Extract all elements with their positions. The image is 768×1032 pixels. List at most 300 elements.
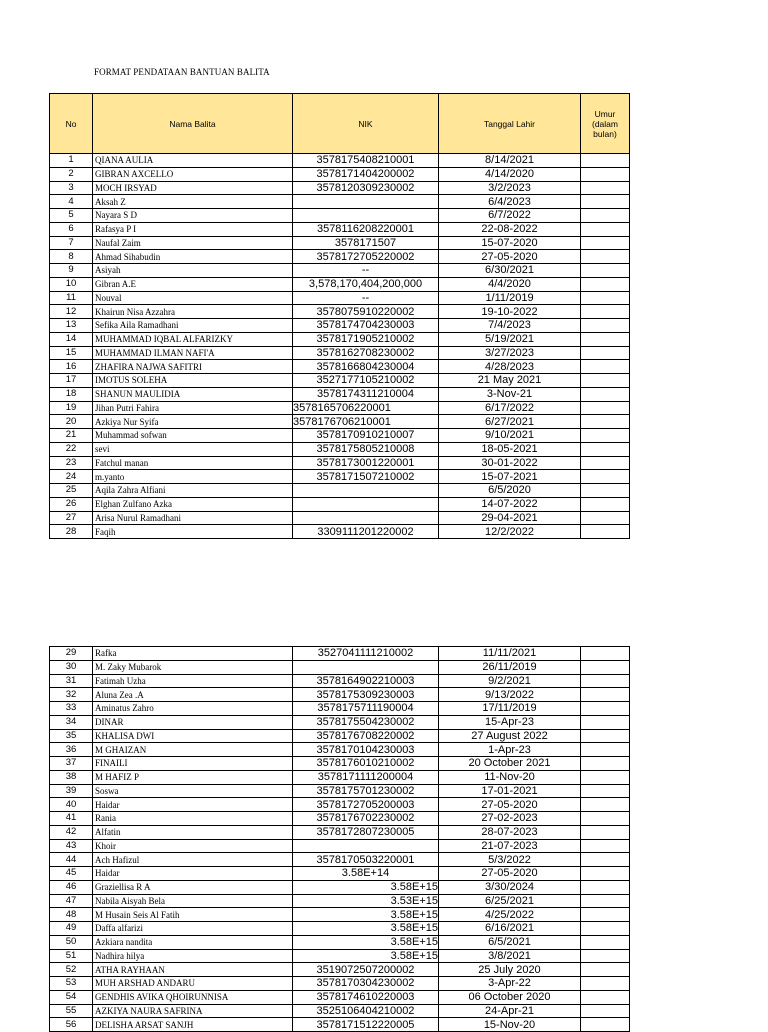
row-nik-cell[interactable]: 3578171905210002 xyxy=(293,332,439,346)
row-nik-cell[interactable]: 3578174610220003 xyxy=(293,990,439,1004)
row-umur-cell[interactable] xyxy=(581,222,630,236)
row-tanggal-lahir-cell[interactable]: 6/30/2021 xyxy=(439,264,581,278)
header-tanggal-lahir[interactable]: Tanggal Lahir xyxy=(439,94,581,154)
table-row xyxy=(50,374,630,388)
row-umur-cell[interactable] xyxy=(581,867,630,881)
row-no-cell[interactable]: 16 xyxy=(50,360,93,374)
row-no-cell[interactable]: 22 xyxy=(50,442,93,456)
row-no-cell[interactable]: 1 xyxy=(50,154,93,168)
row-tanggal-lahir-cell[interactable]: 20 October 2021 xyxy=(439,757,581,771)
row-nama-cell[interactable]: M HAFIZ P xyxy=(93,770,293,784)
row-umur-cell[interactable] xyxy=(581,277,630,291)
row-nama-cell[interactable]: Jihan Putri Fahira xyxy=(93,401,293,415)
row-tanggal-lahir-cell[interactable]: 3/27/2023 xyxy=(439,346,581,360)
row-no-cell[interactable]: 54 xyxy=(50,990,93,1004)
row-umur-cell[interactable] xyxy=(581,360,630,374)
row-nik-cell[interactable]: 3578175701230002 xyxy=(293,784,439,798)
row-nama-cell[interactable]: ATHA RAYHAAN xyxy=(93,963,293,977)
row-no-cell[interactable]: 13 xyxy=(50,319,93,333)
row-umur-cell[interactable] xyxy=(581,415,630,429)
row-no-cell[interactable]: 23 xyxy=(50,456,93,470)
row-umur-cell[interactable] xyxy=(581,963,630,977)
row-tanggal-lahir-cell[interactable]: 27-05-2020 xyxy=(439,250,581,264)
row-umur-cell[interactable] xyxy=(581,825,630,839)
row-nik-cell[interactable]: -- xyxy=(293,291,439,305)
row-no-cell[interactable]: 33 xyxy=(50,702,93,716)
row-no-cell[interactable]: 48 xyxy=(50,908,93,922)
row-nik-cell[interactable] xyxy=(293,511,439,525)
row-nik-cell[interactable]: 3.53E+15 xyxy=(293,894,439,908)
row-umur-cell[interactable] xyxy=(581,784,630,798)
row-nama-cell[interactable]: DINAR xyxy=(93,715,293,729)
row-no-cell[interactable]: 47 xyxy=(50,894,93,908)
row-nama-cell[interactable]: Aminatus Zahro xyxy=(93,702,293,716)
row-nama-cell[interactable]: Haidar xyxy=(93,867,293,881)
row-umur-cell[interactable] xyxy=(581,511,630,525)
row-no-cell[interactable]: 56 xyxy=(50,1018,93,1032)
row-nik-cell[interactable]: 3578175504230002 xyxy=(293,715,439,729)
row-tanggal-lahir-cell[interactable]: 8/14/2021 xyxy=(439,154,581,168)
row-nik-cell[interactable]: 3527041111210002 xyxy=(293,647,439,661)
row-nama-cell[interactable]: GIBRAN AXCELLO xyxy=(93,167,293,181)
row-nik-cell[interactable]: 3.58E+15 xyxy=(293,908,439,922)
row-nik-cell[interactable]: 3525106404210002 xyxy=(293,1004,439,1018)
row-umur-cell[interactable] xyxy=(581,167,630,181)
row-tanggal-lahir-cell[interactable]: 15-07-2020 xyxy=(439,236,581,250)
row-tanggal-lahir-cell[interactable]: 5/3/2022 xyxy=(439,853,581,867)
row-nama-cell[interactable]: ZHAFIRA NAJWA SAFITRI xyxy=(93,360,293,374)
row-nik-cell[interactable]: 3578170104230003 xyxy=(293,743,439,757)
row-nik-cell[interactable]: 3578116208220001 xyxy=(293,222,439,236)
row-nama-cell[interactable]: IMOTUS SOLEHA xyxy=(93,374,293,388)
row-nik-cell[interactable] xyxy=(293,209,439,223)
row-no-cell[interactable]: 50 xyxy=(50,935,93,949)
row-nik-cell[interactable]: 3.58E+15 xyxy=(293,922,439,936)
row-tanggal-lahir-cell[interactable]: 29-04-2021 xyxy=(439,511,581,525)
row-umur-cell[interactable] xyxy=(581,674,630,688)
row-tanggal-lahir-cell[interactable]: 9/10/2021 xyxy=(439,429,581,443)
row-nik-cell[interactable]: 3578171507 xyxy=(293,236,439,250)
row-no-cell[interactable]: 25 xyxy=(50,484,93,498)
row-tanggal-lahir-cell[interactable]: 17/11/2019 xyxy=(439,702,581,716)
table-row xyxy=(50,236,630,250)
table-row xyxy=(50,332,630,346)
row-tanggal-lahir-cell[interactable]: 12/2/2022 xyxy=(439,525,581,539)
row-umur-cell[interactable] xyxy=(581,497,630,511)
row-nama-cell[interactable]: Fatchul manan xyxy=(93,456,293,470)
table-row xyxy=(50,798,630,812)
row-nik-cell[interactable]: 3578171404200002 xyxy=(293,167,439,181)
row-no-cell[interactable]: 40 xyxy=(50,798,93,812)
row-nik-cell[interactable]: 3578175309230003 xyxy=(293,688,439,702)
row-nik-cell[interactable]: 3578170304230002 xyxy=(293,977,439,991)
row-umur-cell[interactable] xyxy=(581,812,630,826)
row-no-cell[interactable]: 29 xyxy=(50,647,93,661)
row-nik-cell[interactable]: 3578176010210002 xyxy=(293,757,439,771)
row-no-cell[interactable]: 2 xyxy=(50,167,93,181)
row-umur-cell[interactable] xyxy=(581,647,630,661)
row-nama-cell[interactable]: Rania xyxy=(93,812,293,826)
row-umur-cell[interactable] xyxy=(581,798,630,812)
row-nama-cell[interactable]: Haidar xyxy=(93,798,293,812)
row-nik-cell[interactable]: 3519072507200002 xyxy=(293,963,439,977)
row-umur-cell[interactable] xyxy=(581,429,630,443)
row-nik-cell[interactable]: 3527177105210002 xyxy=(293,374,439,388)
row-nik-cell[interactable]: 3.58E+15 xyxy=(293,935,439,949)
row-no-cell[interactable]: 44 xyxy=(50,853,93,867)
row-nama-cell[interactable]: Ahmad Sihabudin xyxy=(93,250,293,264)
table-row xyxy=(50,442,630,456)
row-nama-cell[interactable]: MOCH IRSYAD xyxy=(93,181,293,195)
row-umur-cell[interactable] xyxy=(581,470,630,484)
row-nama-cell[interactable]: Aluna Zea .A xyxy=(93,688,293,702)
row-no-cell[interactable]: 18 xyxy=(50,387,93,401)
row-tanggal-lahir-cell[interactable]: 4/4/2020 xyxy=(439,277,581,291)
row-nik-cell[interactable] xyxy=(293,497,439,511)
row-nama-cell[interactable]: Aqila Zahra Alfiani xyxy=(93,484,293,498)
row-nik-cell[interactable]: 3578165706220001 xyxy=(293,401,439,415)
row-nama-cell[interactable]: Nouval xyxy=(93,291,293,305)
row-umur-cell[interactable] xyxy=(581,305,630,319)
row-nik-cell[interactable]: 3578166804230004 xyxy=(293,360,439,374)
row-no-cell[interactable]: 26 xyxy=(50,497,93,511)
row-nik-cell[interactable] xyxy=(293,484,439,498)
row-no-cell[interactable]: 51 xyxy=(50,949,93,963)
row-umur-cell[interactable] xyxy=(581,1018,630,1032)
row-umur-cell[interactable] xyxy=(581,743,630,757)
row-umur-cell[interactable] xyxy=(581,757,630,771)
row-nik-cell[interactable]: 3578172705220002 xyxy=(293,250,439,264)
row-no-cell[interactable]: 6 xyxy=(50,222,93,236)
table-row xyxy=(50,250,630,264)
row-no-cell[interactable]: 55 xyxy=(50,1004,93,1018)
row-no-cell[interactable]: 15 xyxy=(50,346,93,360)
row-no-cell[interactable]: 10 xyxy=(50,277,93,291)
table-row xyxy=(50,825,630,839)
row-no-cell[interactable]: 9 xyxy=(50,264,93,278)
row-nama-cell[interactable]: Naufal Zaim xyxy=(93,236,293,250)
row-nama-cell[interactable]: DELISHA ARSAT SANJH xyxy=(93,1018,293,1032)
row-nik-cell[interactable]: 3309111201220002 xyxy=(293,525,439,539)
row-nik-cell[interactable]: 3578176708220002 xyxy=(293,729,439,743)
row-nama-cell[interactable]: MUH ARSHAD ANDARU xyxy=(93,977,293,991)
row-tanggal-lahir-cell[interactable]: 3/8/2021 xyxy=(439,949,581,963)
row-tanggal-lahir-cell[interactable]: 15-Nov-20 xyxy=(439,1018,581,1032)
row-nama-cell[interactable]: Gibran A.E xyxy=(93,277,293,291)
row-nama-cell[interactable]: Azkiya Nur Syifa xyxy=(93,415,293,429)
row-nik-cell[interactable]: 3578162708230002 xyxy=(293,346,439,360)
row-nik-cell[interactable] xyxy=(293,660,439,674)
row-nama-cell[interactable]: Graziellisa R A xyxy=(93,880,293,894)
row-no-cell[interactable]: 14 xyxy=(50,332,93,346)
row-nik-cell[interactable]: 3578174311210004 xyxy=(293,387,439,401)
row-tanggal-lahir-cell[interactable]: 3/2/2023 xyxy=(439,181,581,195)
row-no-cell[interactable]: 8 xyxy=(50,250,93,264)
row-umur-cell[interactable] xyxy=(581,908,630,922)
row-tanggal-lahir-cell[interactable]: 21-07-2023 xyxy=(439,839,581,853)
row-tanggal-lahir-cell[interactable]: 17-01-2021 xyxy=(439,784,581,798)
row-umur-cell[interactable] xyxy=(581,181,630,195)
row-nama-cell[interactable]: Azkiara nandita xyxy=(93,935,293,949)
row-tanggal-lahir-cell[interactable]: 9/2/2021 xyxy=(439,674,581,688)
row-nik-cell[interactable]: 3578175408210001 xyxy=(293,154,439,168)
row-umur-cell[interactable] xyxy=(581,702,630,716)
row-tanggal-lahir-cell[interactable]: 15-Apr-23 xyxy=(439,715,581,729)
row-nik-cell[interactable]: 3578175711190004 xyxy=(293,702,439,716)
row-umur-cell[interactable] xyxy=(581,250,630,264)
row-nik-cell[interactable]: 3.58E+15 xyxy=(293,949,439,963)
row-nama-cell[interactable]: Asiyah xyxy=(93,264,293,278)
row-tanggal-lahir-cell[interactable]: 27-05-2020 xyxy=(439,798,581,812)
row-tanggal-lahir-cell[interactable]: 27-05-2020 xyxy=(439,867,581,881)
row-nama-cell[interactable]: AZKIYA NAURA SAFRINA xyxy=(93,1004,293,1018)
table-row xyxy=(50,894,630,908)
table-row xyxy=(50,154,630,168)
row-umur-cell[interactable] xyxy=(581,715,630,729)
row-umur-cell[interactable] xyxy=(581,195,630,209)
row-nama-cell[interactable]: FINAILI xyxy=(93,757,293,771)
row-tanggal-lahir-cell[interactable]: 11-Nov-20 xyxy=(439,770,581,784)
row-nik-cell[interactable]: 3578176702230002 xyxy=(293,812,439,826)
row-tanggal-lahir-cell[interactable]: 19-10-2022 xyxy=(439,305,581,319)
row-nama-cell[interactable]: M. Zaky Mubarok xyxy=(93,660,293,674)
row-tanggal-lahir-cell[interactable]: 25 July 2020 xyxy=(439,963,581,977)
row-umur-cell[interactable] xyxy=(581,319,630,333)
row-nik-cell[interactable]: 3578120309230002 xyxy=(293,181,439,195)
row-nama-cell[interactable]: Khairun Nisa Azzahra xyxy=(93,305,293,319)
row-tanggal-lahir-cell[interactable]: 3-Apr-22 xyxy=(439,977,581,991)
row-tanggal-lahir-cell[interactable]: 22-08-2022 xyxy=(439,222,581,236)
row-nama-cell[interactable]: MUHAMMAD IQBAL ALFARIZKY xyxy=(93,332,293,346)
row-nama-cell[interactable]: Khoir xyxy=(93,839,293,853)
row-nik-cell[interactable]: 3578172807230005 xyxy=(293,825,439,839)
row-umur-cell[interactable] xyxy=(581,949,630,963)
row-no-cell[interactable]: 5 xyxy=(50,209,93,223)
row-umur-cell[interactable] xyxy=(581,880,630,894)
row-tanggal-lahir-cell[interactable]: 3-Nov-21 xyxy=(439,387,581,401)
row-tanggal-lahir-cell[interactable]: 3/30/2024 xyxy=(439,880,581,894)
row-no-cell[interactable]: 41 xyxy=(50,812,93,826)
row-no-cell[interactable]: 24 xyxy=(50,470,93,484)
row-nik-cell[interactable]: 3578075910220002 xyxy=(293,305,439,319)
row-no-cell[interactable]: 52 xyxy=(50,963,93,977)
row-nama-cell[interactable]: M GHAIZAN xyxy=(93,743,293,757)
header-nama[interactable]: Nama Balita xyxy=(93,94,293,154)
row-no-cell[interactable]: 3 xyxy=(50,181,93,195)
row-no-cell[interactable]: 42 xyxy=(50,825,93,839)
header-no[interactable]: No xyxy=(50,94,93,154)
row-nik-cell[interactable]: 3578171512220005 xyxy=(293,1018,439,1032)
row-tanggal-lahir-cell[interactable]: 11/11/2021 xyxy=(439,647,581,661)
row-umur-cell[interactable] xyxy=(581,291,630,305)
row-nik-cell[interactable]: 3578164902210003 xyxy=(293,674,439,688)
row-tanggal-lahir-cell[interactable]: 1-Apr-23 xyxy=(439,743,581,757)
row-umur-cell[interactable] xyxy=(581,442,630,456)
row-umur-cell[interactable] xyxy=(581,729,630,743)
row-umur-cell[interactable] xyxy=(581,853,630,867)
row-umur-cell[interactable] xyxy=(581,935,630,949)
row-no-cell[interactable]: 36 xyxy=(50,743,93,757)
row-nama-cell[interactable]: Daffa alfarizi xyxy=(93,922,293,936)
row-nik-cell[interactable]: 3578172705200003 xyxy=(293,798,439,812)
row-nik-cell[interactable] xyxy=(293,195,439,209)
row-nik-cell[interactable]: 3578171507210002 xyxy=(293,470,439,484)
row-no-cell[interactable]: 38 xyxy=(50,770,93,784)
row-nama-cell[interactable]: Aksah Z xyxy=(93,195,293,209)
row-tanggal-lahir-cell[interactable]: 4/25/2022 xyxy=(439,908,581,922)
row-umur-cell[interactable] xyxy=(581,346,630,360)
row-no-cell[interactable]: 20 xyxy=(50,415,93,429)
row-nama-cell[interactable]: Ach Hafizul xyxy=(93,853,293,867)
row-tanggal-lahir-cell[interactable]: 7/4/2023 xyxy=(439,319,581,333)
row-nama-cell[interactable]: SHANUN MAULIDIA xyxy=(93,387,293,401)
row-no-cell[interactable]: 32 xyxy=(50,688,93,702)
row-nama-cell[interactable]: GENDHIS AVIKA QHOIRUNNISA xyxy=(93,990,293,1004)
row-nik-cell[interactable]: 3.58E+14 xyxy=(293,867,439,881)
row-nik-cell[interactable]: 3578174704230003 xyxy=(293,319,439,333)
balita-table-1 xyxy=(49,93,630,539)
row-no-cell[interactable]: 19 xyxy=(50,401,93,415)
row-tanggal-lahir-cell[interactable]: 14-07-2022 xyxy=(439,497,581,511)
row-nama-cell[interactable]: Faqih xyxy=(93,525,293,539)
row-nik-cell[interactable]: 3578176706210001 xyxy=(293,415,439,429)
row-tanggal-lahir-cell[interactable]: 6/5/2021 xyxy=(439,935,581,949)
row-nik-cell[interactable]: 3578170910210007 xyxy=(293,429,439,443)
row-umur-cell[interactable] xyxy=(581,660,630,674)
row-no-cell[interactable]: 7 xyxy=(50,236,93,250)
row-no-cell[interactable]: 43 xyxy=(50,839,93,853)
row-nik-cell[interactable]: 3578173001220001 xyxy=(293,456,439,470)
row-tanggal-lahir-cell[interactable]: 4/14/2020 xyxy=(439,167,581,181)
row-no-cell[interactable]: 21 xyxy=(50,429,93,443)
row-tanggal-lahir-cell[interactable]: 18-05-2021 xyxy=(439,442,581,456)
row-umur-cell[interactable] xyxy=(581,209,630,223)
row-tanggal-lahir-cell[interactable]: 21 May 2021 xyxy=(439,374,581,388)
row-no-cell[interactable]: 27 xyxy=(50,511,93,525)
row-no-cell[interactable]: 37 xyxy=(50,757,93,771)
row-no-cell[interactable]: 31 xyxy=(50,674,93,688)
row-tanggal-lahir-cell[interactable]: 26/11/2019 xyxy=(439,660,581,674)
row-umur-cell[interactable] xyxy=(581,894,630,908)
row-tanggal-lahir-cell[interactable]: 6/7/2022 xyxy=(439,209,581,223)
table-row xyxy=(50,209,630,223)
row-tanggal-lahir-cell[interactable]: 27-02-2023 xyxy=(439,812,581,826)
row-umur-cell[interactable] xyxy=(581,236,630,250)
table-row xyxy=(50,977,630,991)
row-umur-cell[interactable] xyxy=(581,770,630,784)
row-tanggal-lahir-cell[interactable]: 6/25/2021 xyxy=(439,894,581,908)
table-row xyxy=(50,264,630,278)
row-tanggal-lahir-cell[interactable]: 6/5/2020 xyxy=(439,484,581,498)
row-no-cell[interactable]: 17 xyxy=(50,374,93,388)
row-nama-cell[interactable]: Fatimah Uzha xyxy=(93,674,293,688)
row-tanggal-lahir-cell[interactable]: 6/17/2022 xyxy=(439,401,581,415)
row-nik-cell[interactable]: -- xyxy=(293,264,439,278)
row-nama-cell[interactable]: KHALISA DWI xyxy=(93,729,293,743)
row-nama-cell[interactable]: Soswa xyxy=(93,784,293,798)
row-no-cell[interactable]: 28 xyxy=(50,525,93,539)
row-nama-cell[interactable]: M Husain Seis Al Fatih xyxy=(93,908,293,922)
row-tanggal-lahir-cell[interactable]: 15-07-2021 xyxy=(439,470,581,484)
row-nama-cell[interactable]: Nayara S D xyxy=(93,209,293,223)
row-nama-cell[interactable]: Arisa Nurul Ramadhani xyxy=(93,511,293,525)
row-tanggal-lahir-cell[interactable]: 5/19/2021 xyxy=(439,332,581,346)
row-nik-cell[interactable]: 3578170503220001 xyxy=(293,853,439,867)
row-nik-cell[interactable] xyxy=(293,839,439,853)
row-no-cell[interactable]: 35 xyxy=(50,729,93,743)
row-nama-cell[interactable]: MUHAMMAD ILMAN NAFI'A xyxy=(93,346,293,360)
row-nama-cell[interactable]: QIANA AULIA xyxy=(93,154,293,168)
header-umur[interactable] xyxy=(581,94,630,154)
row-no-cell[interactable]: 39 xyxy=(50,784,93,798)
table-row xyxy=(50,277,630,291)
row-umur-cell[interactable] xyxy=(581,456,630,470)
table-row xyxy=(50,181,630,195)
row-no-cell[interactable]: 53 xyxy=(50,977,93,991)
row-no-cell[interactable]: 12 xyxy=(50,305,93,319)
row-umur-cell[interactable] xyxy=(581,374,630,388)
row-umur-cell[interactable] xyxy=(581,990,630,1004)
row-no-cell[interactable]: 46 xyxy=(50,880,93,894)
row-tanggal-lahir-cell[interactable]: 06 October 2020 xyxy=(439,990,581,1004)
row-nama-cell[interactable]: Muhammad sofwan xyxy=(93,429,293,443)
row-nama-cell[interactable]: Alfatin xyxy=(93,825,293,839)
row-umur-cell[interactable] xyxy=(581,484,630,498)
row-nama-cell[interactable]: Rafasya P I xyxy=(93,222,293,236)
row-nama-cell[interactable]: Sefika Aila Ramadhani xyxy=(93,319,293,333)
row-nik-cell[interactable]: 3578175805210008 xyxy=(293,442,439,456)
row-umur-cell[interactable] xyxy=(581,332,630,346)
row-nama-cell[interactable]: m.yanto xyxy=(93,470,293,484)
row-nama-cell[interactable]: sevi xyxy=(93,442,293,456)
row-tanggal-lahir-cell[interactable]: 28-07-2023 xyxy=(439,825,581,839)
row-tanggal-lahir-cell[interactable]: 1/11/2019 xyxy=(439,291,581,305)
row-umur-cell[interactable] xyxy=(581,154,630,168)
row-tanggal-lahir-cell[interactable]: 9/13/2022 xyxy=(439,688,581,702)
row-nik-cell[interactable]: 3,578,170,404,200,000 xyxy=(293,277,439,291)
row-nik-cell[interactable]: 3.58E+15 xyxy=(293,880,439,894)
row-tanggal-lahir-cell[interactable]: 27 August 2022 xyxy=(439,729,581,743)
row-no-cell[interactable]: 49 xyxy=(50,922,93,936)
row-nama-cell[interactable]: Nabila Aisyah Bela xyxy=(93,894,293,908)
row-umur-cell[interactable] xyxy=(581,977,630,991)
row-tanggal-lahir-cell[interactable]: 6/27/2021 xyxy=(439,415,581,429)
row-nama-cell[interactable]: Rafka xyxy=(93,647,293,661)
row-no-cell[interactable]: 34 xyxy=(50,715,93,729)
row-tanggal-lahir-cell[interactable]: 6/16/2021 xyxy=(439,922,581,936)
row-nama-cell[interactable]: Nadhira hilya xyxy=(93,949,293,963)
row-umur-cell[interactable] xyxy=(581,839,630,853)
row-umur-cell[interactable] xyxy=(581,525,630,539)
row-no-cell[interactable]: 11 xyxy=(50,291,93,305)
row-tanggal-lahir-cell[interactable]: 24-Apr-21 xyxy=(439,1004,581,1018)
row-tanggal-lahir-cell[interactable]: 4/28/2023 xyxy=(439,360,581,374)
row-no-cell[interactable]: 45 xyxy=(50,867,93,881)
header-nik[interactable]: NIK xyxy=(293,94,439,154)
row-umur-cell[interactable] xyxy=(581,1004,630,1018)
row-no-cell[interactable]: 4 xyxy=(50,195,93,209)
row-umur-cell[interactable] xyxy=(581,922,630,936)
row-tanggal-lahir-cell[interactable]: 30-01-2022 xyxy=(439,456,581,470)
row-umur-cell[interactable] xyxy=(581,264,630,278)
row-umur-cell[interactable] xyxy=(581,688,630,702)
row-umur-cell[interactable] xyxy=(581,387,630,401)
row-tanggal-lahir-cell[interactable]: 6/4/2023 xyxy=(439,195,581,209)
row-nik-cell[interactable]: 3578171111200004 xyxy=(293,770,439,784)
row-umur-cell[interactable] xyxy=(581,401,630,415)
row-no-cell[interactable]: 30 xyxy=(50,660,93,674)
row-nama-cell[interactable]: Elghan Zulfano Azka xyxy=(93,497,293,511)
